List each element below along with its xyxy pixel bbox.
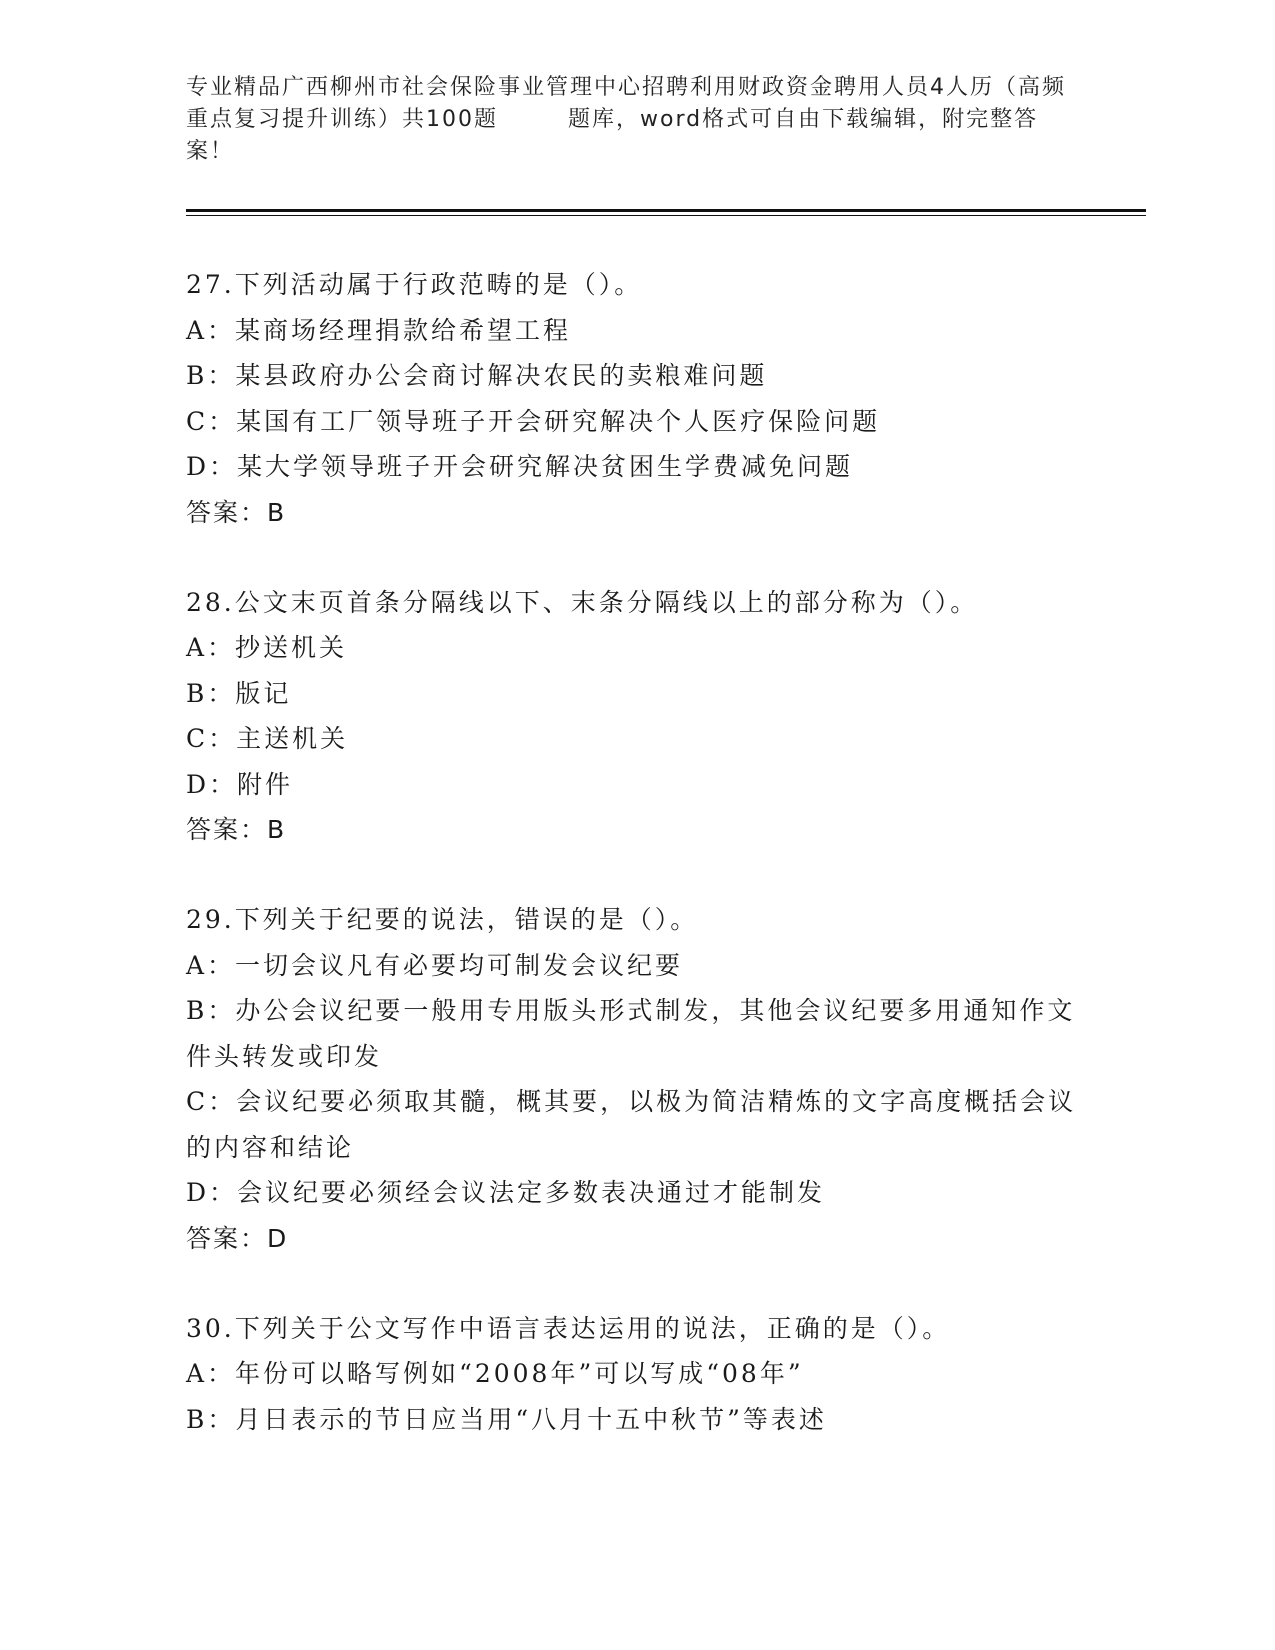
option-c: C：某国有工厂领导班子开会研究解决个人医疗保险问题 xyxy=(186,406,881,436)
option-a: A：某商场经理捐款给希望工程 xyxy=(186,315,572,345)
option-b: B：月日表示的节日应当用“八月十五中秋节”等表述 xyxy=(186,1404,827,1434)
option-a: A：年份可以略写例如“2008年”可以写成“08年” xyxy=(186,1359,804,1388)
answer-text: 答案：D xyxy=(186,1223,289,1253)
header-title-part1: 专业精品广西柳州市社会保险事业管理中心招聘利用财政资金聘用人员4人历（高频重点复习提升训练）共100题 xyxy=(186,75,1066,132)
option-b: B：某县政府办公会商讨解决农民的卖粮难问题 xyxy=(186,361,768,390)
option-d: D：某大学领导班子开会研究解决贫困生学费减免问题 xyxy=(186,452,854,481)
question-list xyxy=(186,262,1086,1486)
option-d: D：附件 xyxy=(186,769,294,799)
option-c: C：会议纪要必须取其髓，概其要，以极为简洁精炼的文字高度概括会议的内容和结论 xyxy=(186,1087,1077,1162)
question-27 xyxy=(186,262,1086,536)
question-29 xyxy=(186,897,1086,1262)
header-rule-thick xyxy=(186,209,1146,212)
option-b: B：办公会议纪要一般用专用版头形式制发，其他会议纪要多用通知作文件头转发或印发 xyxy=(186,996,1076,1071)
question-28 xyxy=(186,580,1086,854)
answer-text: 答案：B xyxy=(186,815,287,844)
option-d: D：会议纪要必须经会议法定多数表决通过才能制发 xyxy=(186,1178,826,1207)
option-c: C：主送机关 xyxy=(186,724,349,753)
document-header xyxy=(186,72,1086,168)
question-stem: 29.下列关于纪要的说法，错误的是（）。 xyxy=(186,905,699,934)
option-a: A：一切会议凡有必要均可制发会议纪要 xyxy=(186,950,684,980)
option-b: B：版记 xyxy=(186,678,292,708)
question-30 xyxy=(186,1306,1086,1443)
header-title-part2: 题库，word格式可自由下载编辑，附完整答案！ xyxy=(186,107,1039,164)
question-stem: 27.下列活动属于行政范畴的是（）。 xyxy=(186,270,643,299)
header-rule-thin xyxy=(186,215,1146,216)
question-stem: 28.公文末页首条分隔线以下、末条分隔线以上的部分称为（）。 xyxy=(186,587,979,617)
question-stem: 30.下列关于公文写作中语言表达运用的说法，正确的是（）。 xyxy=(186,1313,951,1343)
option-a: A：抄送机关 xyxy=(186,633,348,662)
answer-text: 答案：B xyxy=(186,497,287,527)
